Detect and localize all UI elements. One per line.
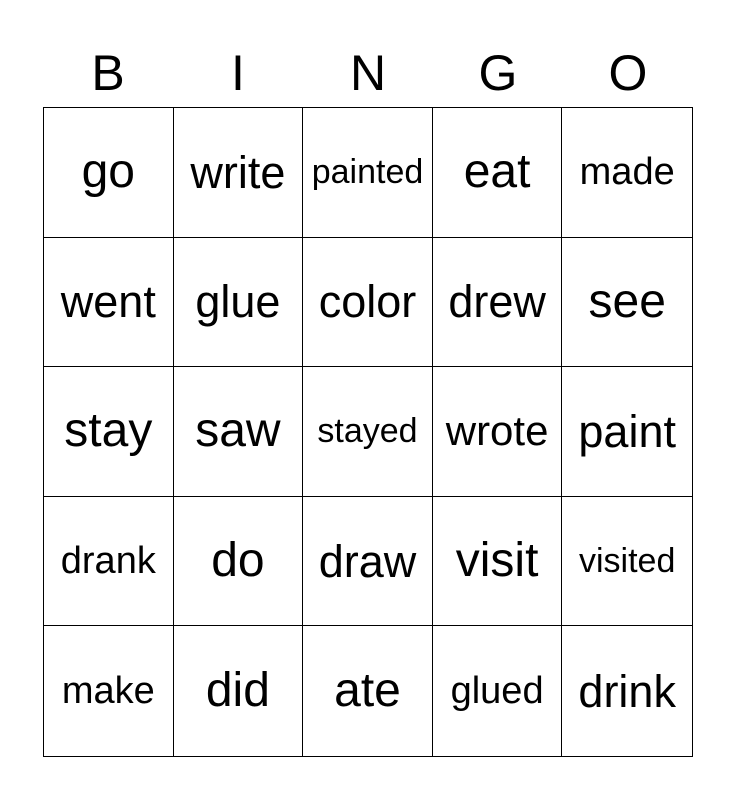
bingo-cell[interactable] xyxy=(433,497,563,627)
bingo-cell[interactable] xyxy=(562,238,692,368)
cell-word: went xyxy=(60,276,156,328)
bingo-cell[interactable] xyxy=(303,367,433,497)
header-letter-b: B xyxy=(91,45,125,101)
cell-word: drank xyxy=(60,540,156,583)
header-letter-i: I xyxy=(231,45,245,101)
cell-word: stayed xyxy=(317,412,418,451)
bingo-cell[interactable] xyxy=(562,626,692,756)
bingo-cell[interactable] xyxy=(433,238,563,368)
bingo-cell[interactable] xyxy=(174,108,304,238)
cell-word: see xyxy=(588,274,666,328)
bingo-board xyxy=(43,107,693,757)
bingo-cell[interactable] xyxy=(303,108,433,238)
bingo-cell[interactable] xyxy=(174,626,304,756)
header-letter-n: N xyxy=(349,45,387,101)
bingo-cell[interactable] xyxy=(44,626,174,756)
cell-word: painted xyxy=(311,153,424,192)
cell-word: drew xyxy=(448,276,546,328)
cell-word: glued xyxy=(450,670,544,713)
bingo-cell[interactable] xyxy=(44,367,174,497)
bingo-cell[interactable] xyxy=(303,497,433,627)
cell-word: paint xyxy=(578,405,676,457)
bingo-cell[interactable] xyxy=(44,497,174,627)
cell-word: write xyxy=(190,146,286,198)
cell-word: draw xyxy=(318,535,417,587)
bingo-cell[interactable] xyxy=(44,238,174,368)
cell-word: visit xyxy=(455,534,539,588)
header-letter-o: O xyxy=(608,45,648,101)
cell-word: did xyxy=(205,664,270,718)
cell-word: glue xyxy=(195,276,281,328)
header-letter-g: G xyxy=(478,45,518,101)
cell-word: do xyxy=(211,534,265,588)
cell-word: stay xyxy=(64,404,153,458)
bingo-cell[interactable] xyxy=(174,497,304,627)
bingo-cell[interactable] xyxy=(562,497,692,627)
bingo-cell[interactable] xyxy=(433,367,563,497)
bingo-cell[interactable] xyxy=(433,626,563,756)
cell-word: made xyxy=(579,151,675,194)
cell-word: go xyxy=(81,145,135,199)
bingo-cell[interactable] xyxy=(174,238,304,368)
cell-word: color xyxy=(318,276,417,328)
cell-word: ate xyxy=(334,664,401,718)
cell-word: visited xyxy=(579,542,676,581)
cell-word: wrote xyxy=(445,407,549,455)
bingo-cell[interactable] xyxy=(174,367,304,497)
cell-word: drink xyxy=(578,665,676,717)
bingo-header xyxy=(43,40,693,106)
bingo-cell[interactable] xyxy=(44,108,174,238)
bingo-cell[interactable] xyxy=(303,238,433,368)
cell-word: make xyxy=(61,670,155,713)
cell-word: eat xyxy=(463,145,531,199)
bingo-cell[interactable] xyxy=(303,626,433,756)
bingo-cell[interactable] xyxy=(433,108,563,238)
cell-word: saw xyxy=(195,404,281,458)
bingo-cell[interactable] xyxy=(562,367,692,497)
bingo-cell[interactable] xyxy=(562,108,692,238)
